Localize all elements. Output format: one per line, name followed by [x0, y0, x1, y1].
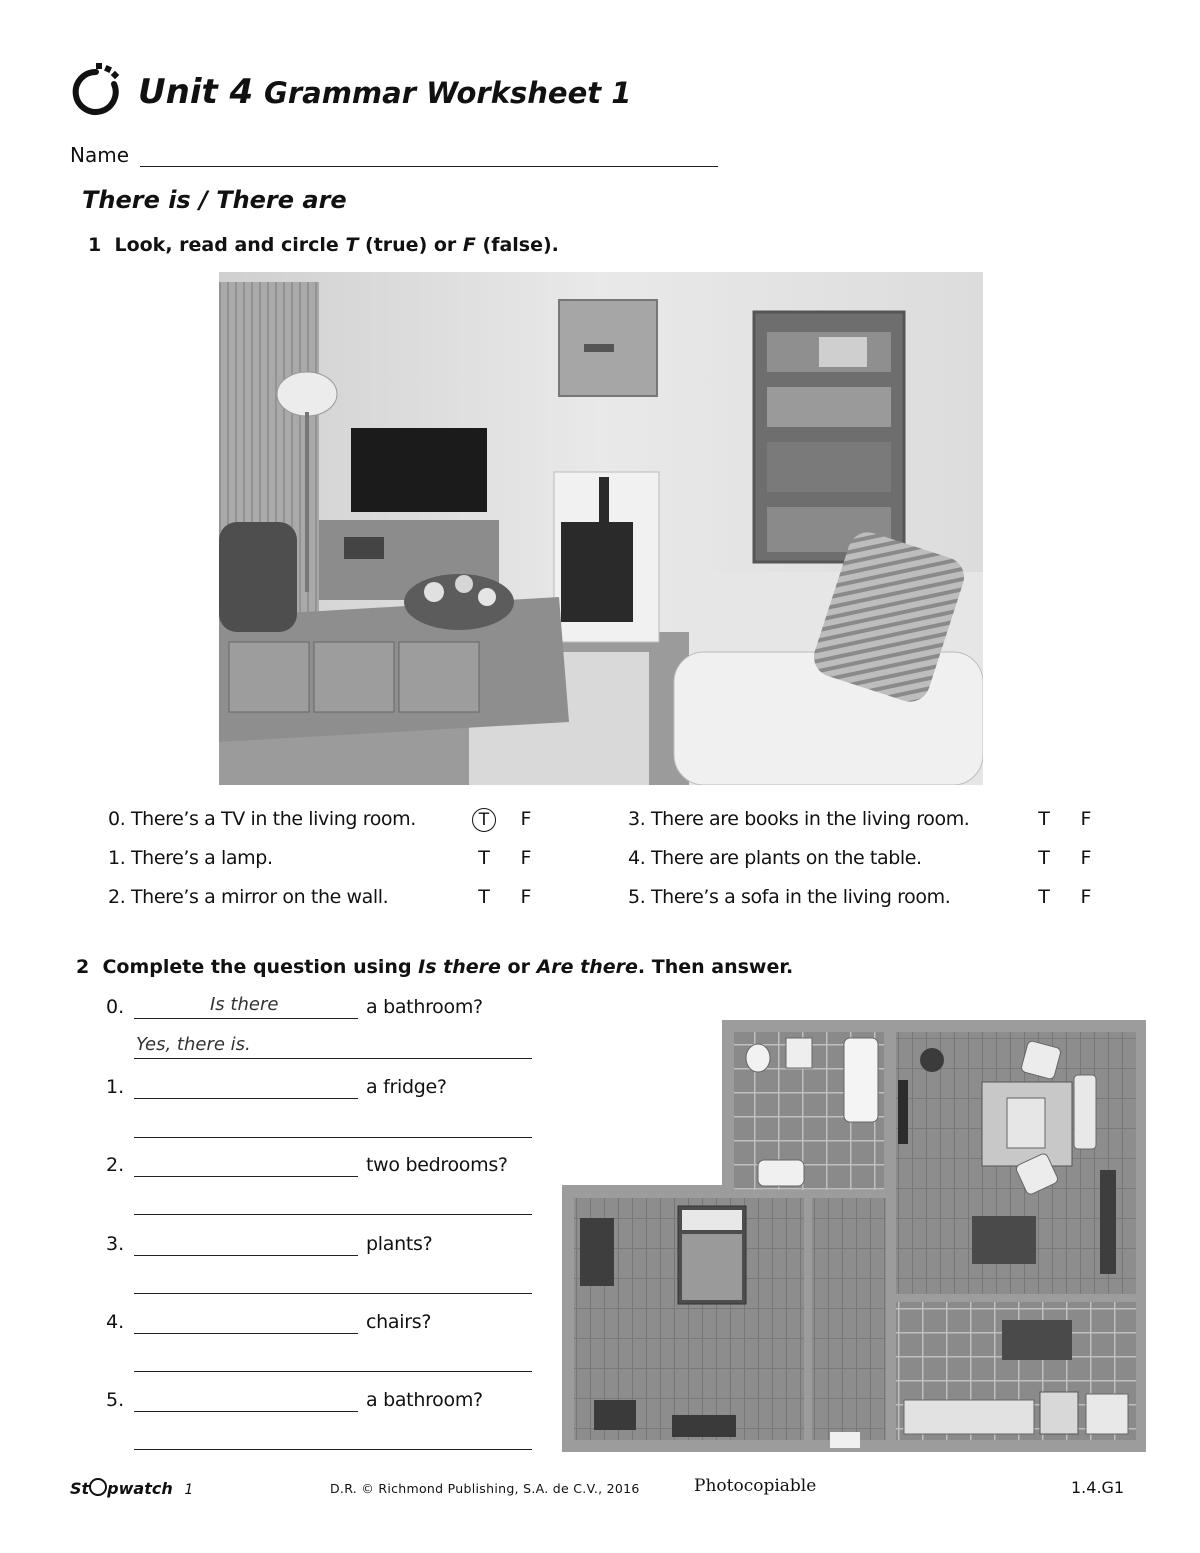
question-number: 4.	[106, 1311, 125, 1333]
question-number: 1.	[106, 1076, 125, 1098]
statement-number: 0.	[108, 808, 126, 830]
question-number: 2.	[106, 1154, 125, 1176]
exercise-number: 1	[88, 234, 102, 256]
stopwatch-brand-logo	[70, 1478, 193, 1498]
unit-label: Unit 4	[138, 72, 254, 112]
option-f[interactable]: F	[520, 847, 532, 869]
question-2-blank[interactable]	[134, 1176, 358, 1177]
question-3-blank[interactable]	[134, 1255, 358, 1256]
question-number: 3.	[106, 1233, 125, 1255]
stopwatch-o-icon	[89, 1478, 107, 1496]
section-title: There is / There are	[82, 186, 347, 214]
question-4-blank[interactable]	[134, 1333, 358, 1334]
statement-0	[108, 808, 416, 830]
question-number: 0.	[106, 996, 125, 1018]
statement-number: 3.	[628, 808, 646, 830]
instruction-text: Complete the question using	[102, 956, 419, 978]
option-t[interactable]: T	[1038, 886, 1050, 908]
question-text: a bathroom?	[366, 996, 483, 1018]
question-text: a bathroom?	[366, 1389, 483, 1411]
worksheet-title	[138, 72, 631, 112]
option-f[interactable]: F	[1080, 847, 1092, 869]
stopwatch-logo-icon	[70, 62, 126, 118]
title-label: Grammar Worksheet 1	[264, 76, 632, 110]
statement-1	[108, 847, 273, 869]
option-t[interactable]: T	[478, 847, 490, 869]
question-number: 5.	[106, 1389, 125, 1411]
answer-1-line[interactable]	[134, 1137, 532, 1138]
option-t[interactable]: T	[1038, 808, 1050, 830]
instruction-is-there: Is there	[418, 956, 501, 978]
handwritten-fill: Is there	[210, 994, 279, 1015]
instruction-text: or	[500, 956, 537, 978]
answer-2-line[interactable]	[134, 1214, 532, 1215]
question-0-blank[interactable]	[134, 1018, 358, 1019]
photocopiable-label: Photocopiable	[694, 1476, 817, 1496]
name-label: Name	[70, 143, 130, 167]
statement-number: 5.	[628, 886, 646, 908]
name-field[interactable]	[140, 166, 718, 167]
answer-3-line[interactable]	[134, 1293, 532, 1294]
question-5-blank[interactable]	[134, 1411, 358, 1412]
statement-4	[628, 847, 922, 869]
answer-4-line[interactable]	[134, 1371, 532, 1372]
answer-5-line[interactable]	[134, 1449, 532, 1450]
option-f[interactable]: F	[1080, 886, 1092, 908]
statement-text: There are books in the living room.	[650, 808, 970, 830]
option-t[interactable]: T	[478, 886, 490, 908]
statement-3	[628, 808, 969, 830]
statement-2	[108, 886, 388, 908]
statement-text: There’s a mirror on the wall.	[130, 886, 389, 908]
exercise-number: 2	[76, 956, 90, 978]
statement-number: 1.	[108, 847, 126, 869]
answer-0-line[interactable]	[134, 1058, 532, 1059]
instruction-f: F	[462, 234, 476, 256]
statement-5	[628, 886, 950, 908]
brand-level: 1	[184, 1482, 194, 1498]
option-f[interactable]: F	[520, 808, 532, 830]
question-1-blank[interactable]	[134, 1098, 358, 1099]
option-t[interactable]: T	[1038, 847, 1050, 869]
worksheet-code: 1.4.G1	[1071, 1478, 1125, 1497]
question-text: plants?	[366, 1233, 433, 1255]
statement-number: 2.	[108, 886, 126, 908]
question-text: a fridge?	[366, 1076, 447, 1098]
brand-text: St	[70, 1479, 90, 1498]
statement-number: 4.	[628, 847, 646, 869]
living-room-photo	[219, 272, 983, 785]
instruction-text: Look, read and circle	[114, 234, 346, 256]
house-floorplan-illustration	[562, 1020, 1146, 1452]
instruction-text: (false).	[475, 234, 559, 256]
exercise2-instruction	[76, 956, 793, 978]
statement-text: There’s a TV in the living room.	[130, 808, 416, 830]
statement-text: There’s a lamp.	[130, 847, 273, 869]
instruction-text: . Then answer.	[637, 956, 794, 978]
instruction-are-there: Are there	[536, 956, 638, 978]
copyright-text: D.R. © Richmond Publishing, S.A. de C.V., 2016	[330, 1481, 640, 1496]
question-text: chairs?	[366, 1311, 432, 1333]
option-f[interactable]: F	[1080, 808, 1092, 830]
answer-circle-t[interactable]: T	[472, 808, 496, 832]
exercise1-instruction	[88, 234, 559, 256]
instruction-t: T	[345, 234, 359, 256]
brand-text: pwatch	[107, 1479, 173, 1498]
statement-text: There are plants on the table.	[650, 847, 922, 869]
option-f[interactable]: F	[520, 886, 532, 908]
instruction-text: (true) or	[358, 234, 463, 256]
handwritten-answer: Yes, there is.	[136, 1034, 251, 1055]
statement-text: There’s a sofa in the living room.	[650, 886, 951, 908]
question-text: two bedrooms?	[366, 1154, 508, 1176]
